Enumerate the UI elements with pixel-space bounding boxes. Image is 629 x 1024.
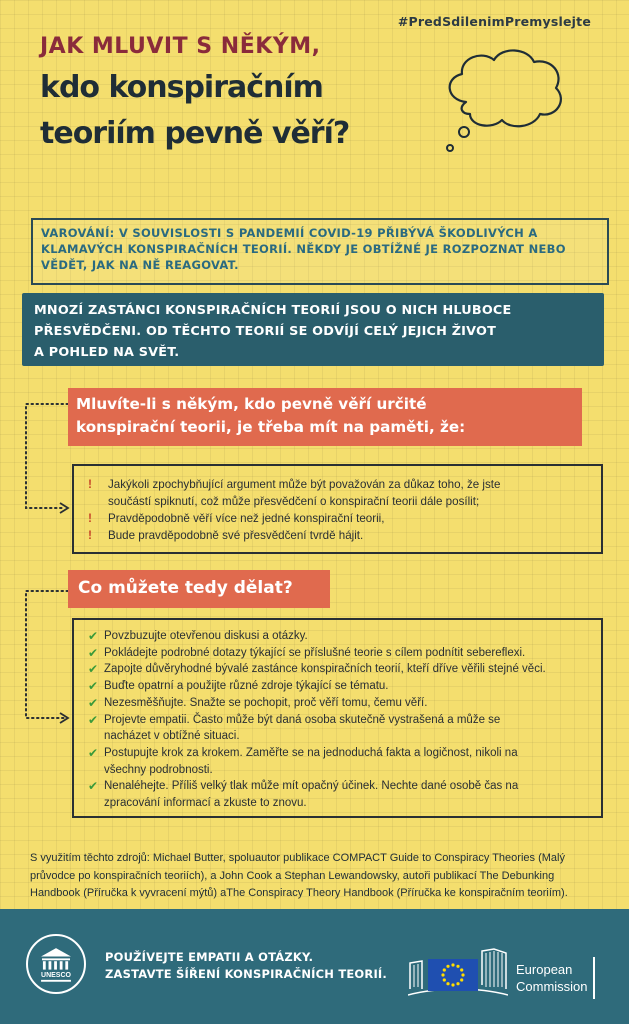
speech-cloud-icon <box>436 44 566 156</box>
ec-building-flag-icon <box>408 941 508 999</box>
list-item-text: zpracování informací a zkuste to znovu. <box>104 797 307 810</box>
warning-line: KLAMAVÝCH KONSPIRAČNÍCH TEORIÍ. NĚKDY JE OBTÍŽNÉ JE ROZPOZNAT NEBO <box>41 242 566 256</box>
believers-line: A POHLED NA SVĚT. <box>34 345 180 360</box>
remember-list <box>72 464 603 554</box>
ec-divider <box>593 957 595 999</box>
unesco-label: UNESCO <box>41 972 71 980</box>
list-item-text: nacházet v obtížné situaci. <box>104 730 240 743</box>
warning-box <box>31 218 609 285</box>
page-title-line1: JAK MLUVIT S NĚKÝM, <box>40 34 321 59</box>
actions-list <box>72 618 603 818</box>
remember-heading-line: Mluvíte-li s někým, kdo pevně věří určité <box>76 395 427 413</box>
list-item <box>88 645 593 662</box>
checkmark-icon: ✔ <box>88 695 99 710</box>
list-item <box>88 745 593 778</box>
list-item-text: Nenaléhejte. Příliš velký tlak může mít opačný účinek. Nechte dané osobě čas na <box>104 780 519 793</box>
footer-slogan-line: ZASTAVTE ŠÍŘENÍ KONSPIRAČNÍCH TEORIÍ. <box>105 967 387 981</box>
remember-heading-line: konspirační teorii, je třeba mít na paměti, že: <box>76 418 466 436</box>
sources-line: S využitím těchto zdrojů: Michael Butter, spoluautor publikace COMPACT Guide to Conspiracy Theories (Malý <box>30 852 565 864</box>
sources-note <box>30 850 605 903</box>
list-item-text: všechny podrobnosti. <box>104 763 213 776</box>
exclamation-icon: ! <box>88 511 92 525</box>
ec-wordmark <box>516 961 588 995</box>
checkmark-icon: ✔ <box>88 712 99 727</box>
list-item <box>88 527 591 544</box>
checkmark-icon: ✔ <box>88 745 99 760</box>
actions-heading: Co můžete tedy dělat? <box>68 570 330 608</box>
ec-line: Commission <box>516 979 588 994</box>
list-item <box>88 510 591 527</box>
checkmark-icon: ✔ <box>88 645 99 660</box>
hashtag: #PredSdilenimPremyslejte <box>397 14 591 29</box>
list-item-text: Povzbuzujte otevřenou diskusi a otázky. <box>104 630 308 642</box>
list-item <box>88 778 593 811</box>
list-item <box>88 628 593 645</box>
warning-line: VĚDĚT, JAK NA NĚ REAGOVAT. <box>41 258 239 272</box>
list-item <box>88 476 591 510</box>
warning-line: VAROVÁNÍ: V SOUVISLOSTI S PANDEMIÍ COVID-19 PŘIBÝVÁ ŠKODLIVÝCH A <box>41 226 538 240</box>
checkmark-icon: ✔ <box>88 679 99 694</box>
list-item-text: Nezesměšňujte. Snažte se pochopit, proč věří tomu, čemu věří. <box>104 696 428 709</box>
list-item <box>88 695 593 712</box>
footer-slogan <box>105 949 387 983</box>
list-item-text: Buďte opatrní a použijte různé zdroje týkající se tématu. <box>104 680 389 693</box>
page-title-line3: teoriím pevně věří? <box>40 116 350 151</box>
list-item-text: Zapojte důvěryhodné bývalé zastánce konspiračních teorií, kteří dříve věřili stejné věci. <box>104 663 546 676</box>
believers-box <box>22 293 604 366</box>
list-item-text: Jakýkoli zpochybňující argument může být považován za důkaz toho, že jste <box>108 478 501 491</box>
sources-line: Handbook (Příručka k vyvracení mýtů) aThe Conspiracy Theory Handbook (Příručka ke konspiračním teoriím). <box>30 887 568 899</box>
list-item <box>88 678 593 695</box>
footer <box>0 909 629 1024</box>
ec-line: European <box>516 962 573 977</box>
exclamation-icon: ! <box>88 528 92 542</box>
list-item-text: Pokládejte podrobné dotazy týkající se příslušné teorie s cílem podnítit sebereflexi. <box>104 646 526 659</box>
list-item-text: Projevte empatii. Často může být daná osoba skutečně vystrašená a může se <box>104 713 501 726</box>
list-item-text: Bude pravděpodobně své přesvědčení tvrdě hájit. <box>108 529 364 542</box>
checkmark-icon: ✔ <box>88 629 99 643</box>
list-item <box>88 712 593 745</box>
page-title-line2: kdo konspiračním <box>40 70 323 105</box>
exclamation-icon: ! <box>88 477 92 491</box>
believers-line: MNOZÍ ZASTÁNCI KONSPIRAČNÍCH TEORIÍ JSOU O NICH HLUBOCE <box>34 303 512 318</box>
sources-line: průvodce po konspiračních teoriích), a John Cook a Stephan Lewandowsky, autoři publikací The Debunking <box>30 869 555 882</box>
unesco-temple-icon <box>26 934 86 994</box>
footer-slogan-line: POUŽÍVEJTE EMPATII A OTÁZKY. <box>105 950 314 964</box>
list-item-text: Pravděpodobně věří více než jedné konspirační teorii, <box>108 512 385 525</box>
list-item-text: Postupujte krok za krokem. Zaměřte se na jednoduchá fakta a logičnost, nikoli na <box>104 746 518 759</box>
checkmark-icon: ✔ <box>88 662 99 677</box>
list-item <box>88 661 593 678</box>
believers-line: PŘESVĚDČENI. OD TĚCHTO TEORIÍ SE ODVÍJÍ CELÝ JEJICH ŽIVOT <box>34 324 497 339</box>
checkmark-icon: ✔ <box>88 779 99 794</box>
list-item-text: součástí spiknutí, což může přesvědčení o konspirační teorii dále posílit; <box>108 495 480 508</box>
remember-heading <box>68 388 582 446</box>
